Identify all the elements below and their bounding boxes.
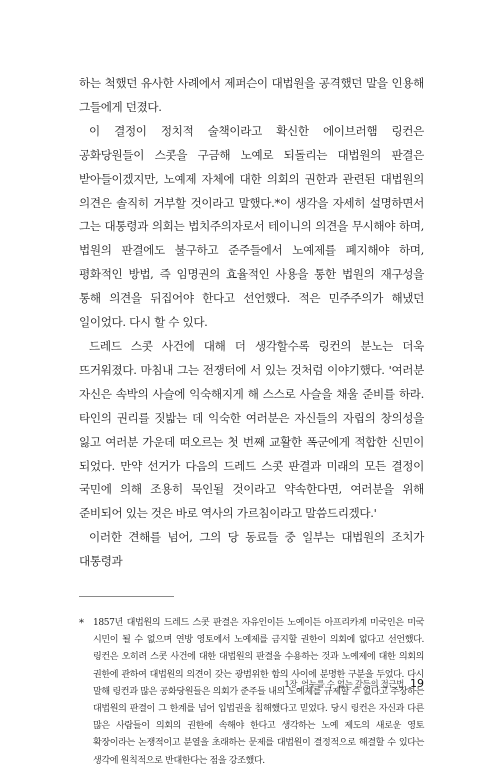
footnote-divider (79, 596, 174, 597)
body-text (79, 72, 424, 574)
footnote-text: 1857년 대법원의 드레드 스콧 판결은 자유인이든 노예이든 아프리카계 미국인은 미국 시민이 될 수 없으며 연방 영토에서 노예제를 금지할 권한이 의회에 없다고 선언했다. 링컨은 오히려 스콧 사건에 대한 대법원의 판결을 수용하는 것과 노예제에 대한 의회의 권한에 관하여 대법원의 의견이 갖는 광범위한 함의 사이에 분명한 구분을 두었다. 다시 말해 링컨과 많은 공화당원들은 의회가 준주들 내의 노예제를 규제할 수 없다고 주장하는 대법원의 판결이 그 한계를 넘어 입법권을 침해했다고 믿었다. 당시 링컨은 자신과 다른 많은 사람들이 의회의 권한에 속해야 한다고 생각하는 노예 제도의 새로운 영토 확장이라는 논쟁적이고 분열을 초래하는 문제를 대법원이 결정적으로 해결할 수 있다는 생각에 원칙적으로 반대한다는 점을 강조했다. (93, 618, 424, 766)
footnote-mark: * (79, 618, 84, 630)
running-footer (284, 677, 424, 690)
page-content (79, 72, 424, 770)
chapter-title: 1장_억누를 수 없는 갈등의 접근법 (284, 679, 404, 689)
paragraph-3: 드레드 스콧 사건에 대해 더 생각할수록 링컨의 분노는 더욱 뜨거워졌다. 마침내 그는 전쟁터에 서 있는 것처럼 이야기했다. '여러분 자신은 속박의 사슬에 익숙해지게 해 스스로 사슬을 채울 준비를 하라. 타인의 권리를 짓밟는 데 익숙한 여러분은 자신들의 자립의 창의성을 잃고 여러분 가운데 떠오르는 첫 번째 교활한 폭군에게 적합한 신민이 되었다. 만약 선거가 다음의 드레드 스콧 판결과 미래의 모든 결정이 국민에 의해 조용히 묵인될 것이라고 약속한다면, 여러분을 위해 준비되어 있는 것은 바로 역사의 가르침이라고 말씀드리겠다.' (79, 338, 424, 521)
paragraph-1: 하는 척했던 유사한 사례에서 제퍼슨이 대법원을 공격했던 말을 인용해 그들에게 던졌다. (79, 76, 424, 114)
page-number: 19 (410, 677, 424, 690)
footnote (79, 615, 424, 770)
paragraph-4: 이러한 견해를 넘어, 그의 당 동료들 중 일부는 대법원의 조치가 대통령과 (79, 530, 424, 569)
paragraph-2: 이 결정이 정치적 술책이라고 확신한 에이브러햄 링컨은 공화당원들이 스콧을 구금해 노예로 되돌리는 대법원의 판결은 받아들이겠지만, 노예제 자체에 대한 의회의 권한과 관련된 대법원의 의견은 솔직히 거부할 것이라고 말했다.*이 생각을 자세히 설명하면서 그는 대통령과 의회는 법치주의자로서 테이니의 의견을 무시해야 하며, 법원의 판결에도 불구하고 준주들에서 노예제를 폐지해야 하며, 평화적인 방법, 즉 임명권의 효율적인 사용을 통한 법원의 재구성을 통해 의견을 뒤집어야 한다고 선언했다. 적은 민주주의가 해냈던 일이었다. 다시 할 수 있다. (79, 123, 424, 330)
